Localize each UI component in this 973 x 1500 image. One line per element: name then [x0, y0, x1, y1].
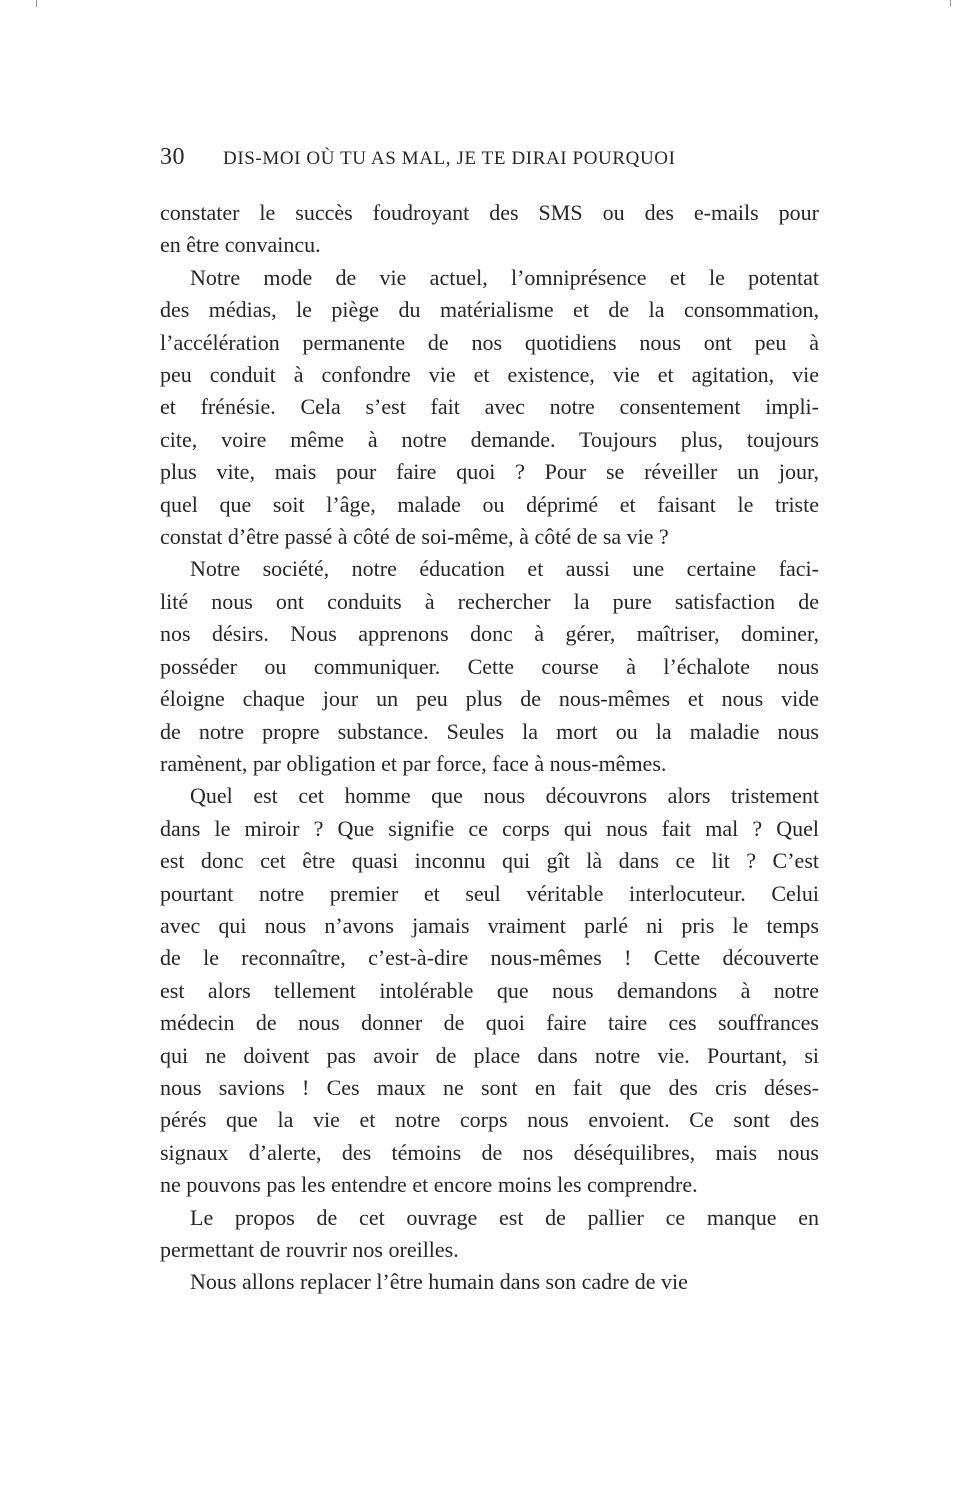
body-text [160, 197, 819, 1299]
text-line: lité nous ont conduits à rechercher la pure satisfaction de [160, 588, 819, 614]
text-line: et frénésie. Cela s’est fait avec notre consentement impli- [160, 394, 819, 420]
paragraph [160, 780, 819, 1201]
text-line: ne pouvons pas les entendre et encore moins les comprendre. [160, 1172, 698, 1198]
text-line: médecin de nous donner de quoi faire taire ces souffrances [160, 1010, 819, 1036]
page-number: 30 [160, 144, 185, 170]
text-line: constater le succès foudroyant des SMS ou des e-mails pour [160, 200, 819, 225]
text-line: nous savions ! Ces maux ne sont en fait que des cris déses- [160, 1074, 819, 1100]
crop-mark-top-left [36, 0, 37, 7]
text-line: avec qui nous n’avons jamais vraiment parlé ni pris le temps [160, 912, 819, 938]
text-line: de notre propre substance. Seules la mort ou la maladie nous [160, 718, 819, 744]
text-line: est donc cet être quasi inconnu qui gît là dans ce lit ? C’est [160, 848, 819, 874]
text-line: en être convaincu. [160, 232, 321, 258]
text-line: est alors tellement intolérable que nous demandons à notre [160, 977, 819, 1003]
text-line: plus vite, mais pour faire quoi ? Pour se réveiller un jour, [160, 459, 819, 485]
text-line: cite, voire même à notre demande. Toujours plus, toujours [160, 426, 819, 452]
text-line: Notre mode de vie actuel, l’omniprésence et le potentat [190, 264, 819, 290]
text-line: constat d’être passé à côté de soi-même, à côté de sa vie ? [160, 524, 669, 550]
text-line: ramènent, par obligation et par force, face à nous-mêmes. [160, 750, 667, 776]
text-line: signaux d’alerte, des témoins de nos déséquilibres, mais nous [160, 1139, 819, 1165]
text-line: des médias, le piège du matérialisme et de la consommation, [160, 297, 819, 323]
text-line: pourtant notre premier et seul véritable interlocuteur. Celui [160, 880, 819, 906]
paragraph [160, 1266, 819, 1298]
running-header [160, 143, 820, 173]
paragraph [160, 1202, 819, 1267]
text-line: Nous allons replacer l’être humain dans son cadre de vie [190, 1269, 688, 1295]
text-line: nos désirs. Nous apprenons donc à gérer, maîtriser, dominer, [160, 621, 819, 647]
paragraph [160, 553, 819, 780]
text-line: de le reconnaître, c’est-à-dire nous-mêmes ! Cette découverte [160, 945, 819, 971]
text-line: dans le miroir ? Que signifie ce corps qui nous fait mal ? Quel [160, 815, 819, 841]
text-line: Le propos de cet ouvrage est de pallier ce manque en [190, 1204, 819, 1230]
text-line: l’accélération permanente de nos quotidiens nous ont peu à [160, 329, 819, 355]
running-title: DIS-MOI OÙ TU AS MAL, JE TE DIRAI POURQUOI [223, 148, 676, 169]
crop-mark-top-right [950, 0, 951, 7]
paragraph [160, 262, 819, 554]
text-line: Quel est cet homme que nous découvrons alors tristement [190, 783, 819, 809]
paragraph [160, 197, 819, 262]
text-line: pérés que la vie et notre corps nous envoient. Ce sont des [160, 1107, 819, 1133]
text-line: quel que soit l’âge, malade ou déprimé et faisant le triste [160, 491, 819, 517]
text-line: qui ne doivent pas avoir de place dans notre vie. Pourtant, si [160, 1042, 819, 1068]
text-line: éloigne chaque jour un peu plus de nous-mêmes et nous vide [160, 686, 819, 712]
text-line: permettant de rouvrir nos oreilles. [160, 1237, 459, 1262]
text-line: posséder ou communiquer. Cette course à l’échalote nous [160, 653, 819, 679]
text-line: Notre société, notre éducation et aussi une certaine faci- [190, 556, 819, 582]
text-line: peu conduit à confondre vie et existence, vie et agitation, vie [160, 362, 819, 388]
